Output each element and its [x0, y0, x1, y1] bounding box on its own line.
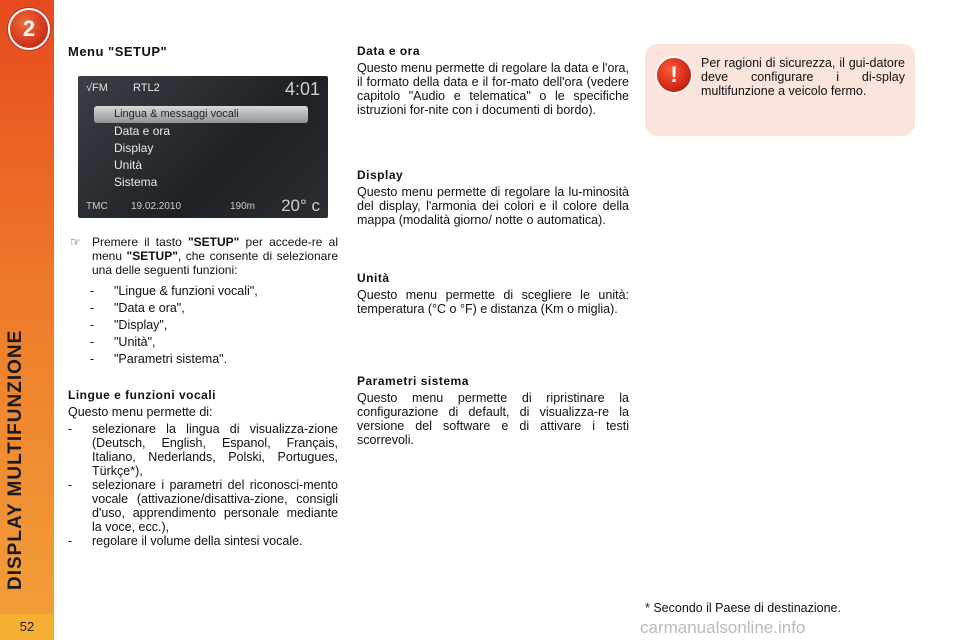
display-heading: Display: [357, 168, 404, 182]
menu-setup-heading: Menu "SETUP": [68, 44, 168, 59]
list-item: - "Display",: [90, 317, 338, 334]
instruction-block: [70, 235, 338, 368]
function-list: [70, 283, 338, 368]
list-item: - regolare il volume della sintesi vocale.: [68, 534, 338, 548]
radio-station: RTL2: [133, 82, 160, 94]
page-number: 52: [0, 614, 54, 640]
list-item: - "Parametri sistema".: [90, 351, 338, 368]
pointer-hand-icon: ☞: [70, 235, 81, 249]
list-item: - "Data e ora",: [90, 300, 338, 317]
screen-menu-item: Data e ora: [114, 124, 171, 138]
display-screen-photo: [78, 76, 328, 218]
list-item: - selezionare i parametri del riconosci-mento vocale (attivazione/disattiva-zione, consigli d'uso, apprendimento personale mediante la voce, ecc.),: [68, 478, 338, 534]
screen-menu-item: Display: [114, 141, 154, 155]
unita-text: Questo menu permette di scegliere le unità: temperatura (°C o °F) e distanza (Km o miglia).: [357, 288, 629, 316]
chapter-number-badge: 2: [8, 8, 50, 50]
footnote: * Secondo il Paese di destinazione.: [645, 601, 841, 615]
radio-source: √FM: [86, 82, 108, 94]
instruction-text: Premere il tasto "SETUP" per accede-re al menu "SETUP", che consente di selezionare una delle seguenti funzioni:: [92, 235, 339, 277]
safety-warning-box: [645, 44, 915, 136]
chapter-sidebar: [0, 0, 54, 640]
lingue-intro: Questo menu permette di:: [68, 405, 213, 419]
warning-icon: !: [655, 56, 693, 94]
screen-temperature: 20° c: [281, 196, 320, 215]
list-item: - "Unità",: [90, 334, 338, 351]
watermark: carmanualsonline.info: [640, 618, 806, 637]
lingue-heading: Lingue e funzioni vocali: [68, 388, 217, 402]
parametri-text: Questo menu permette di ripristinare la configurazione di default, di visualizza-re la versione del software e di attivare i testi scorrevoli.: [357, 391, 629, 447]
parametri-heading: Parametri sistema: [357, 374, 469, 388]
list-item: - "Lingue & funzioni vocali",: [90, 283, 338, 300]
unita-heading: Unità: [357, 271, 390, 285]
list-item: - selezionare la lingua di visualizza-zione (Deutsch, English, Espanol, Français, Italiano, Nederlands, Polski, Portugues, Türkçe*),: [68, 422, 338, 478]
screen-menu-item: Unità: [114, 158, 143, 172]
chapter-title: DISPLAY MULTIFUNZIONE: [5, 329, 26, 590]
screen-clock: 4:01: [284, 79, 320, 99]
lingue-list: [68, 422, 338, 548]
screen-date: 19.02.2010: [131, 201, 182, 212]
data-ora-text: Questo menu permette di regolare la data e l'ora, il formato della data e il for-mato dell'ora (vedere capitolo "Audio e telematica" o le specifiche istruzioni for-nite con i documenti di bordo).: [357, 61, 629, 117]
screen-menu-item: Lingua & messaggi vocali: [94, 106, 308, 123]
screen-menu: [94, 106, 308, 191]
screen-distance: 190m: [230, 201, 256, 212]
warning-text: Per ragioni di sicurezza, il gui-datore deve configurare i di-splay multifunzione a veicolo fermo.: [701, 56, 905, 98]
display-text: Questo menu permette di regolare la lu-minosità del display, l'armonia dei colori e il colore della mappa (modalità giorno/ notte o automatica).: [357, 185, 629, 227]
data-ora-heading: Data e ora: [357, 44, 421, 58]
screen-menu-item: Sistema: [114, 175, 158, 189]
tmc-indicator: TMC: [86, 201, 108, 212]
